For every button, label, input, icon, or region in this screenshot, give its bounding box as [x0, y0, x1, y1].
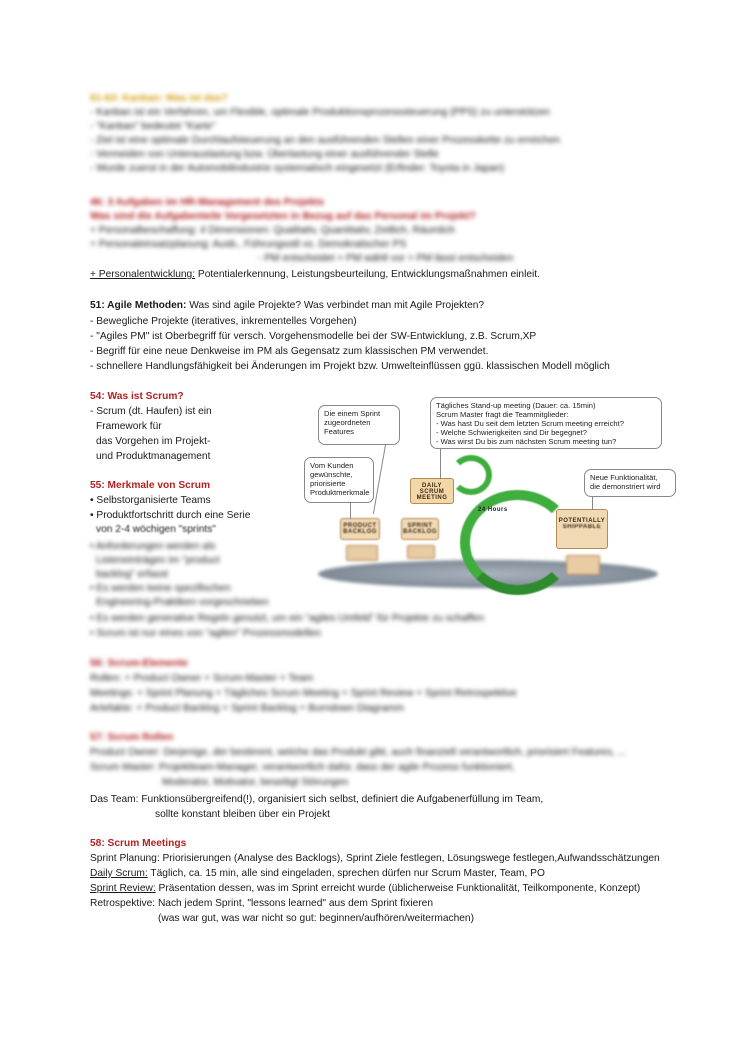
- bubble-kunden: [304, 457, 374, 503]
- list-item: • Es werden generative Regeln genutzt, um ein "agiles Umfeld" für Projekte zu schaffen: [90, 613, 484, 624]
- box-label: SPRINT: [407, 523, 433, 529]
- bubble-connector: [592, 497, 593, 510]
- text-line: Meetings: + Sprint Planung + Tägliches Scrum Meeting + Sprint Review + Sprint Retrospektive: [90, 688, 517, 699]
- sprint-backlog-stack: [407, 545, 435, 559]
- bubble-funktionalitaet: [584, 469, 676, 497]
- text-line: Artefakte: + Product Backlog + Sprint Backlog + Burndown Diagramm: [90, 703, 404, 714]
- daily-scrum-meeting-box: [410, 478, 454, 504]
- label-24-hours: 24 Hours: [478, 507, 508, 513]
- bubble-line: Features: [324, 427, 354, 436]
- text-line: - "Kanban" bedeutet "Karte": [90, 121, 216, 132]
- list-item: • Selbstorganisierte Teams: [90, 495, 211, 506]
- bubble-line: die demonstriert wird: [590, 482, 661, 491]
- bubble-line: zugeordneten: [324, 418, 371, 427]
- inline-label: Daily Scrum:: [90, 868, 148, 879]
- section-heading: 55: Merkmale von Scrum: [90, 480, 211, 491]
- section-heading: 57: Scrum Rollen: [90, 732, 174, 743]
- section-heading: [90, 299, 484, 313]
- inline-text: Täglich, ca. 15 min, alle sind eingeladen, sprechen dürfen nur Scrum Master, Team, PO: [147, 868, 545, 879]
- box-label: DAILY SCRUM: [419, 483, 445, 495]
- bubble-line: Scrum Master fragt die Teammitglieder:: [436, 410, 569, 419]
- text-line: - "Agiles PM" ist Oberbegriff für versch. Vorgehensmodelle bei der SW-Entwicklung, z.B. Scrum,XP: [90, 331, 537, 342]
- text-line: Das Team: Funktionsübergreifend(!), organisiert sich selbst, definiert die Aufgabenerfüllung im Team,: [90, 794, 544, 805]
- bubble-line: priorisierte: [310, 479, 346, 488]
- section-heading: 54: Was ist Scrum?: [90, 391, 184, 402]
- bubble-line: Neue Funktionalität,: [590, 473, 658, 482]
- list-item: Listeneinträgen im "product: [96, 555, 220, 566]
- list-item: Engineering-Praktiken vorgeschrieben: [96, 597, 269, 608]
- box-label: MEETING: [416, 495, 448, 501]
- text-line: [90, 268, 540, 282]
- bubble-connector: [373, 445, 386, 514]
- bubble-sprint-features: [318, 405, 400, 445]
- heading-label: 51: Agile Methoden:: [90, 300, 187, 311]
- scrum-process-diagram: [300, 395, 680, 610]
- bubble-standup: [430, 397, 662, 449]
- product-backlog-box: [340, 518, 380, 540]
- section-heading: 61-63: Kanban: Was ist das?: [90, 93, 228, 104]
- box-label: BACKLOG: [343, 529, 377, 535]
- bubble-connector: [350, 503, 351, 519]
- text-line: - Bewegliche Projekte (iteratives, inkrementelles Vorgehen): [90, 316, 357, 327]
- inline-text: Präsentation dessen, was im Sprint erreicht wurde (üblicherweise Funktionalität, Teilkomponente, Konzept): [155, 883, 641, 894]
- text-line: Framework für: [96, 421, 162, 432]
- text-line: + Personalbeschaffung: 4 Dimensionen: Qualitativ, Quantitativ, Zeitlich, Räumlich: [90, 225, 455, 236]
- shippable-box: [556, 509, 608, 549]
- bubble-line: Tägliches Stand-up meeting (Dauer: ca. 15min): [436, 401, 596, 410]
- sprint-backlog-box: [401, 518, 439, 540]
- text-line: (was war gut, was war nicht so gut: beginnen/aufhören/weitermachen): [158, 913, 474, 924]
- text-line: sollte konstant bleiben über ein Projekt: [155, 809, 330, 820]
- text-line: - Kanban ist ein Verfahren, um Flexible, optimale Produktionsprozesssteuerung (PPS) zu unterstützen: [90, 107, 550, 118]
- daily-loop-icon: [450, 455, 492, 495]
- product-backlog-stack: [346, 545, 378, 561]
- list-item: • Anforderungen werden als: [90, 541, 216, 552]
- text-line: [90, 882, 640, 896]
- section-question: Was sind die Aufgabenteile Vorgesetzten in Bezug auf das Personal im Projekt?: [90, 211, 476, 222]
- text-line: Retrospektive: Nach jedem Sprint, "lessons learned" aus dem Sprint fixieren: [90, 898, 434, 909]
- shippable-stack: [566, 555, 600, 575]
- box-label: BACKLOG: [403, 529, 437, 535]
- list-item: • Scrum ist nur eines von "agilen" Prozessmodellen: [90, 628, 322, 639]
- section-heading: 46: 3 Aufgaben im HR-Management des Projekts: [90, 197, 324, 208]
- list-item: • Produktfortschritt durch eine Serie: [90, 510, 251, 521]
- box-label: SHIPPABLE: [562, 524, 602, 530]
- section-heading: 58: Scrum Meetings: [90, 838, 187, 849]
- bubble-line: - Welche Schwierigkeiten sind Dir begegnet?: [436, 428, 587, 437]
- box-label: PRODUCT: [343, 523, 377, 529]
- text-line: Sprint Planung: Priorisierungen (Analyse des Backlogs), Sprint Ziele festlegen, Lösungswege festlegen,Aufwandsschätzungen: [90, 853, 660, 864]
- bubble-line: - Was wirst Du bis zum nächsten Scrum meeting tun?: [436, 437, 617, 446]
- text-line: das Vorgehen im Projekt-: [96, 436, 211, 447]
- text-line: - schnellere Handlungsfähigkeit bei Änderungen im Projekt bzw. Umwelteinflüssen ggü. klassischen Modell möglich: [90, 361, 610, 372]
- bubble-line: gewünschte,: [310, 470, 353, 479]
- bubble-line: Die einem Sprint: [324, 409, 381, 418]
- text-line: - Begriff für eine neue Denkweise im PM als Gegensatz zum klassischen PM verwendet.: [90, 346, 489, 357]
- heading-rest: Was sind agile Projekte? Was verbindet man mit Agile Projekten?: [186, 300, 485, 311]
- bubble-connector: [440, 449, 441, 479]
- text-line: - Vermeiden von Unterauslastung bzw. Überlastung einer ausführender Stelle: [90, 149, 439, 160]
- text-line: Product Owner: Derjenige, der bestimmt, welche das Produkt gibt, auch finanziell verantwortlich, priorisiert Features, ...: [90, 747, 627, 758]
- label-sprint-duration: 2-4 Weeks: [472, 552, 502, 558]
- text-line: Moderator, Motivator, beseitigt Störungen: [162, 777, 349, 788]
- text-line: - Ziel ist eine optimale Durchlaufsteuerung an den ausführenden Stellen einer Prozesskette zu erreichen: [90, 135, 561, 146]
- bubble-line: Vom Kunden: [310, 461, 354, 470]
- text-line: und Produktmanagement: [96, 451, 211, 462]
- list-item: von 2-4 wöchigen "sprints": [96, 524, 216, 535]
- text-line: - PM entscheidet > PM wählt vor > PM lässt entscheiden: [258, 253, 514, 264]
- inline-label: Sprint Review:: [90, 883, 156, 894]
- text-line: Rollen: + Product Owner + Scrum-Master + Team: [90, 673, 314, 684]
- box-label: POTENTIALLY: [558, 518, 606, 524]
- text-line: - Wurde zuerst in der Automobilindustrie systematisch eingesetzt (Erfinder: Toyota in Japan): [90, 163, 505, 174]
- bubble-line: Produktmerkmale: [310, 488, 370, 497]
- text-line: Scrum Master: Projektteam-Manager, verantwortlich dafür, dass der agile Prozess funktioniert,: [90, 762, 515, 773]
- text-line: + Personaleinsatzplanung: Ausb., Führungsstil vs. Demokratischer PS: [90, 239, 407, 250]
- section-heading: 56: Scrum-Elemente: [90, 658, 188, 669]
- inline-text: Potentialerkennung, Leistungsbeurteilung, Entwicklungsmaßnahmen einleit.: [195, 269, 540, 280]
- inline-label: + Personalentwicklung:: [90, 269, 196, 280]
- text-line: - Scrum (dt. Haufen) ist ein: [90, 406, 212, 417]
- list-item: • Es werden keine spezifischen: [90, 583, 231, 594]
- text-line: [90, 867, 545, 881]
- list-item: backlog" erfasst: [96, 569, 169, 580]
- bubble-line: - Was hast Du seit dem letzten Scrum meeting erreicht?: [436, 419, 624, 428]
